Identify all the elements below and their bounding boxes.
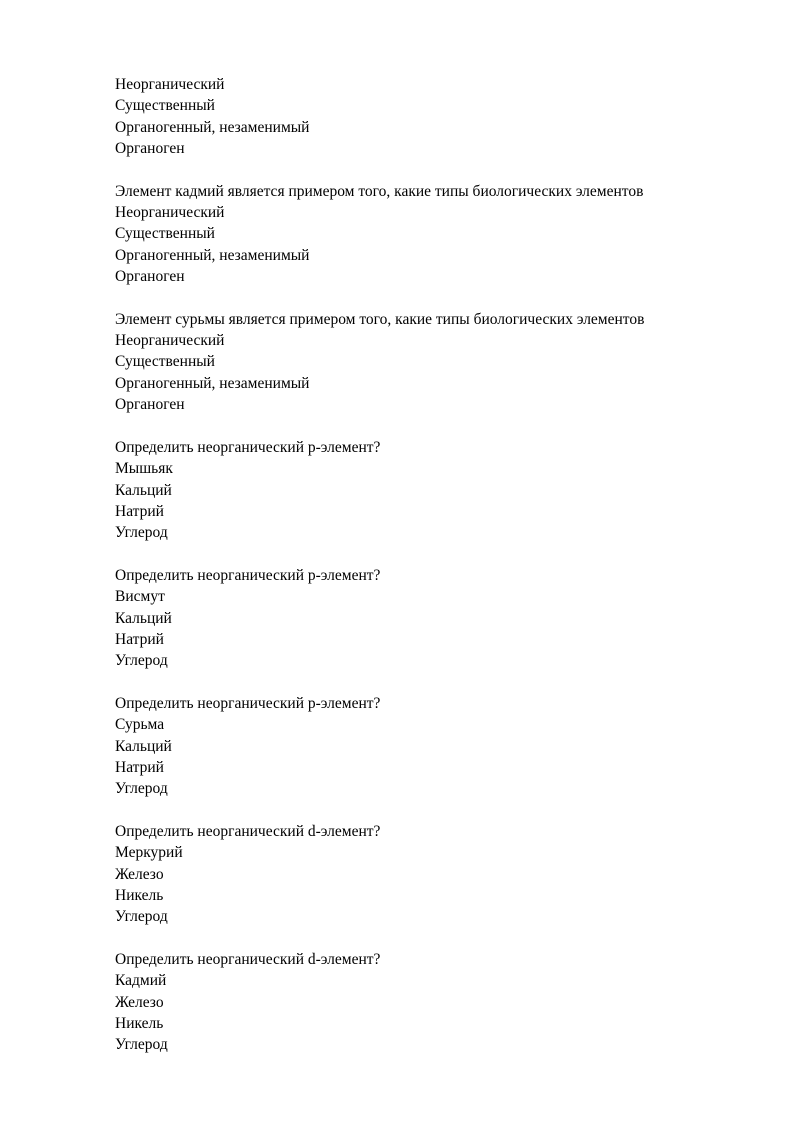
answer-option: Органогенный, незаменимый (115, 374, 310, 392)
answer-option: Углерод (115, 524, 168, 542)
answer-option: Кальций (115, 609, 172, 627)
answer-option: Натрий (115, 630, 164, 648)
answer-option: Висмут (115, 588, 165, 606)
question-block (115, 74, 755, 159)
question-text: Определить неорганический p-элемент? (115, 694, 381, 712)
answer-option: Никель (115, 887, 164, 905)
answer-option: Неорганический (115, 76, 225, 93)
answer-option: Кальций (115, 737, 172, 755)
answer-option: Натрий (115, 502, 164, 520)
answer-option: Никель (115, 1015, 164, 1033)
answer-option: Существенный (115, 353, 215, 371)
question-block (115, 693, 755, 800)
answer-option: Железо (115, 993, 164, 1011)
answer-option: Кадмий (115, 972, 167, 990)
answer-option: Органоген (115, 396, 185, 414)
question-block (115, 949, 755, 1056)
answer-option: Органогенный, незаменимый (115, 246, 310, 264)
answer-option: Углерод (115, 1036, 168, 1054)
question-text: Определить неорганический d-элемент? (115, 823, 381, 841)
answer-option: Натрий (115, 759, 164, 776)
answer-option: Углерод (115, 908, 168, 926)
answer-option: Органоген (115, 140, 185, 158)
answer-option: Углерод (115, 780, 168, 798)
answer-option: Мышьяк (115, 460, 173, 478)
answer-option: Углерод (115, 652, 168, 670)
question-text: Элемент кадмий является примером того, какие типы биологических элементов (115, 182, 644, 200)
answer-option: Существенный (115, 225, 215, 243)
answer-option: Меркурий (115, 844, 183, 862)
question-block (115, 309, 755, 416)
question-block (115, 181, 755, 288)
answer-option: Сурьма (115, 716, 165, 734)
question-text: Определить неорганический p-элемент? (115, 438, 381, 456)
question-block (115, 565, 755, 672)
answer-option: Неорганический (115, 332, 225, 350)
answer-option: Органогенный, незаменимый (115, 118, 310, 136)
answer-option: Существенный (115, 97, 215, 115)
question-text: Определить неорганический d-элемент? (115, 951, 381, 969)
question-block (115, 821, 755, 928)
answer-option: Органоген (115, 268, 185, 286)
document-page (115, 74, 755, 1056)
question-block (115, 437, 755, 544)
answer-option: Железо (115, 865, 164, 883)
answer-option: Кальций (115, 481, 172, 499)
answer-option: Неорганический (115, 204, 225, 222)
question-text: Определить неорганический p-элемент? (115, 566, 381, 584)
question-text: Элемент сурьмы является примером того, какие типы биологических элементов (115, 310, 645, 328)
